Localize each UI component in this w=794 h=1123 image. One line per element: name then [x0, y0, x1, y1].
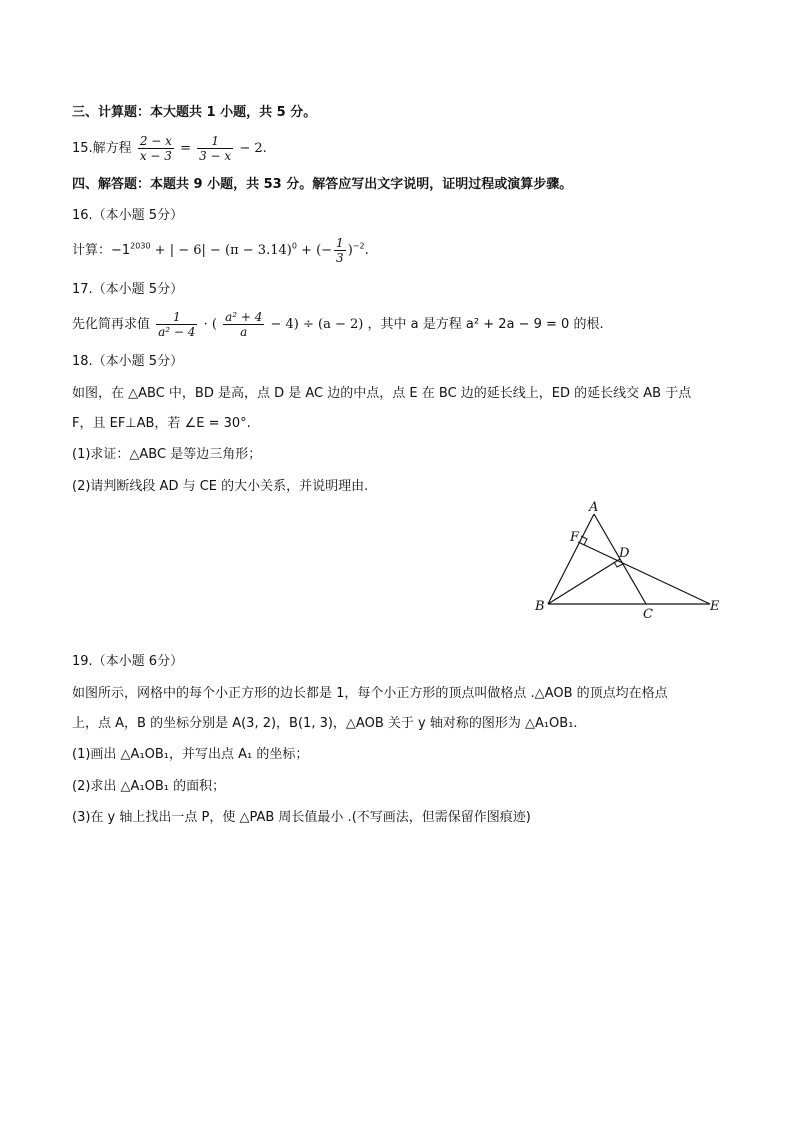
- q19-line1: 如图所示，网格中的每个小正方形的边长都是 1，每个小正方形的顶点叫做格点 .△AOB 的顶点均在格点: [72, 686, 668, 701]
- q17-frac2: $\frac{\text{a² + 4}}{a}$: [225, 310, 263, 339]
- q18-line2: F，且 EF⊥AB，若 ∠E = 30°.: [72, 416, 251, 431]
- q19-part2: (2)求出 △A₁OB₁ 的面积；: [72, 779, 226, 794]
- label-f: F: [570, 530, 580, 545]
- q17-frac1: $\frac{1}{\text{a² − 4}}$: [158, 310, 196, 339]
- q15-frac2: $\frac{1}{3 - x}$: [199, 134, 232, 163]
- q19-part1: (1)画出 △A₁OB₁，并写出点 A₁ 的坐标；: [72, 747, 309, 762]
- label-b: B: [535, 599, 545, 614]
- q16-frac: $\frac{1}{3}$: [336, 236, 344, 265]
- side-ab: [548, 514, 594, 604]
- label-e: E: [710, 599, 720, 614]
- q19-title: 19.（本小题 6分）: [72, 654, 184, 669]
- q17-title: 17.（本小题 5分）: [72, 282, 184, 297]
- q18-line1: 如图，在 △ABC 中，BD 是高，点 D 是 AC 边的中点，点 E 在 BC 边的延长线上，ED 的延长线交 AB 于点: [72, 386, 692, 401]
- q18-part1: (1)求证：△ABC 是等边三角形；: [72, 447, 262, 462]
- label-a: A: [589, 500, 599, 515]
- q17-expression: 先化简再求值 $\frac{1}{\text{a² − 4}}$ · ( $\frac{\text{a² + 4}}{a}$ − 4) ÷ (a − 2) ，其中 a 是方程 a² + 2a − 9 = 0 的根.: [72, 310, 604, 339]
- q19-line2: 上，点 A，B 的坐标分别是 A(3, 2)，B(1, 3)，△AOB 关于 y 轴对称的图形为 △A₁OB₁.: [72, 716, 578, 731]
- segment-bd: [548, 559, 620, 604]
- section4-heading: 四、解答题：本题共 9 小题，共 53 分。解答应写出文字说明，证明过程或演算步骤。: [72, 177, 573, 192]
- q15-label: 15.解方程: [72, 141, 132, 156]
- q16-expression: 计算：$-1^{2030}$ + | − $6| - (\pi - 3.14)^0$ + (− $\frac{1}{3}$ )$^{-2}$.: [72, 236, 369, 265]
- triangle-figure: [530, 498, 730, 626]
- section3-heading: 三、计算题：本大题共 1 小题，共 5 分。: [72, 105, 317, 120]
- label-c: C: [643, 607, 653, 622]
- q15-frac1: $\frac{2 - x}{x - 3}$: [139, 134, 172, 163]
- q18-part2: (2)请判断线段 AD 与 CE 的大小关系，并说明理由.: [72, 479, 369, 494]
- q15-equation: 15.解方程 $\frac{2 - x}{x - 3}$ = $\frac{1}{3 - x}$ − 2.: [72, 134, 267, 163]
- q18-title: 18.（本小题 5分）: [72, 354, 184, 369]
- label-d: D: [619, 546, 630, 561]
- q16-title: 16.（本小题 5分）: [72, 208, 184, 223]
- q19-part3: (3)在 y 轴上找出一点 P，使 △PAB 周长值最小 .(不写画法，但需保留作图痕迹): [72, 810, 531, 825]
